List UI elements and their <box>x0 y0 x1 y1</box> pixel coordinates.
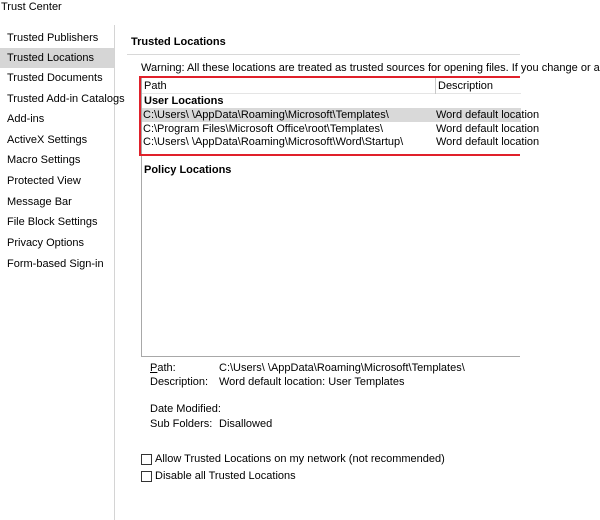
table-row[interactable] <box>142 122 540 136</box>
row-description: Word default location <box>436 109 540 121</box>
row-description: Word default location <box>436 136 540 148</box>
allow-network-option[interactable] <box>141 452 445 466</box>
trusted-locations-list[interactable] <box>141 77 540 357</box>
sidebar-item-protected-view[interactable]: Protected View <box>7 175 81 187</box>
detail-description-label: Description: <box>150 376 209 388</box>
table-row[interactable] <box>142 135 540 149</box>
disable-all-label: Disable all Trusted Locations <box>155 470 296 482</box>
section-title: Trusted Locations <box>131 36 226 48</box>
sidebar-item-activex-settings[interactable]: ActiveX Settings <box>7 134 88 146</box>
table-row[interactable] <box>142 108 540 122</box>
detail-sub-folders-value: Disallowed <box>219 418 273 430</box>
detail-sub-folders-label: Sub Folders: <box>150 418 213 430</box>
detail-path-label: Path: <box>150 362 176 374</box>
list-header <box>142 78 521 94</box>
sidebar-item-addins[interactable]: Add-ins <box>7 113 45 125</box>
detail-path-value: C:\Users\ \AppData\Roaming\Microsoft\Templates\ <box>219 362 465 374</box>
column-header-description[interactable]: Description <box>435 78 493 94</box>
warning-text: Warning: All these locations are treated as trusted sources for opening files. If you change or a <box>141 62 600 74</box>
sidebar-item-macro-settings[interactable]: Macro Settings <box>7 154 81 166</box>
sidebar-item-trusted-addin-catalogs[interactable]: Trusted Add-in Catalogs <box>7 93 125 105</box>
sidebar-item-file-block-settings[interactable]: File Block Settings <box>7 216 98 228</box>
sidebar-item-privacy-options[interactable]: Privacy Options <box>7 237 85 249</box>
allow-network-label: Allow Trusted Locations on my network (not recommended) <box>155 453 445 465</box>
row-path: C:\Users\ \AppData\Roaming\Microsoft\Templates\ <box>143 109 389 121</box>
sidebar-item-message-bar[interactable]: Message Bar <box>7 196 72 208</box>
disable-all-option[interactable] <box>141 469 296 483</box>
group-label-policy-locations: Policy Locations <box>144 164 232 176</box>
detail-description-value: Word default location: User Templates <box>219 376 405 388</box>
row-description: Word default location <box>436 123 540 135</box>
sidebar <box>0 25 125 520</box>
sidebar-item-trusted-publishers[interactable]: Trusted Publishers <box>7 32 99 44</box>
row-path: C:\Program Files\Microsoft Office\root\Templates\ <box>143 123 384 135</box>
group-label-user-locations: User Locations <box>144 95 224 107</box>
disable-all-checkbox[interactable] <box>141 471 152 482</box>
sidebar-item-form-based-sign-in[interactable]: Form-based Sign-in <box>7 258 104 270</box>
sidebar-item-trusted-locations[interactable]: Trusted Locations <box>0 48 114 68</box>
allow-network-checkbox[interactable] <box>141 454 152 465</box>
column-header-path[interactable]: Path <box>144 80 167 92</box>
detail-date-modified-label: Date Modified: <box>150 403 221 415</box>
title-bar <box>0 0 520 18</box>
window-title: Trust Center <box>1 1 62 13</box>
sidebar-item-trusted-documents[interactable]: Trusted Documents <box>7 72 103 84</box>
section-divider <box>127 54 520 55</box>
row-path: C:\Users\ \AppData\Roaming\Microsoft\Word\Startup\ <box>143 136 404 148</box>
